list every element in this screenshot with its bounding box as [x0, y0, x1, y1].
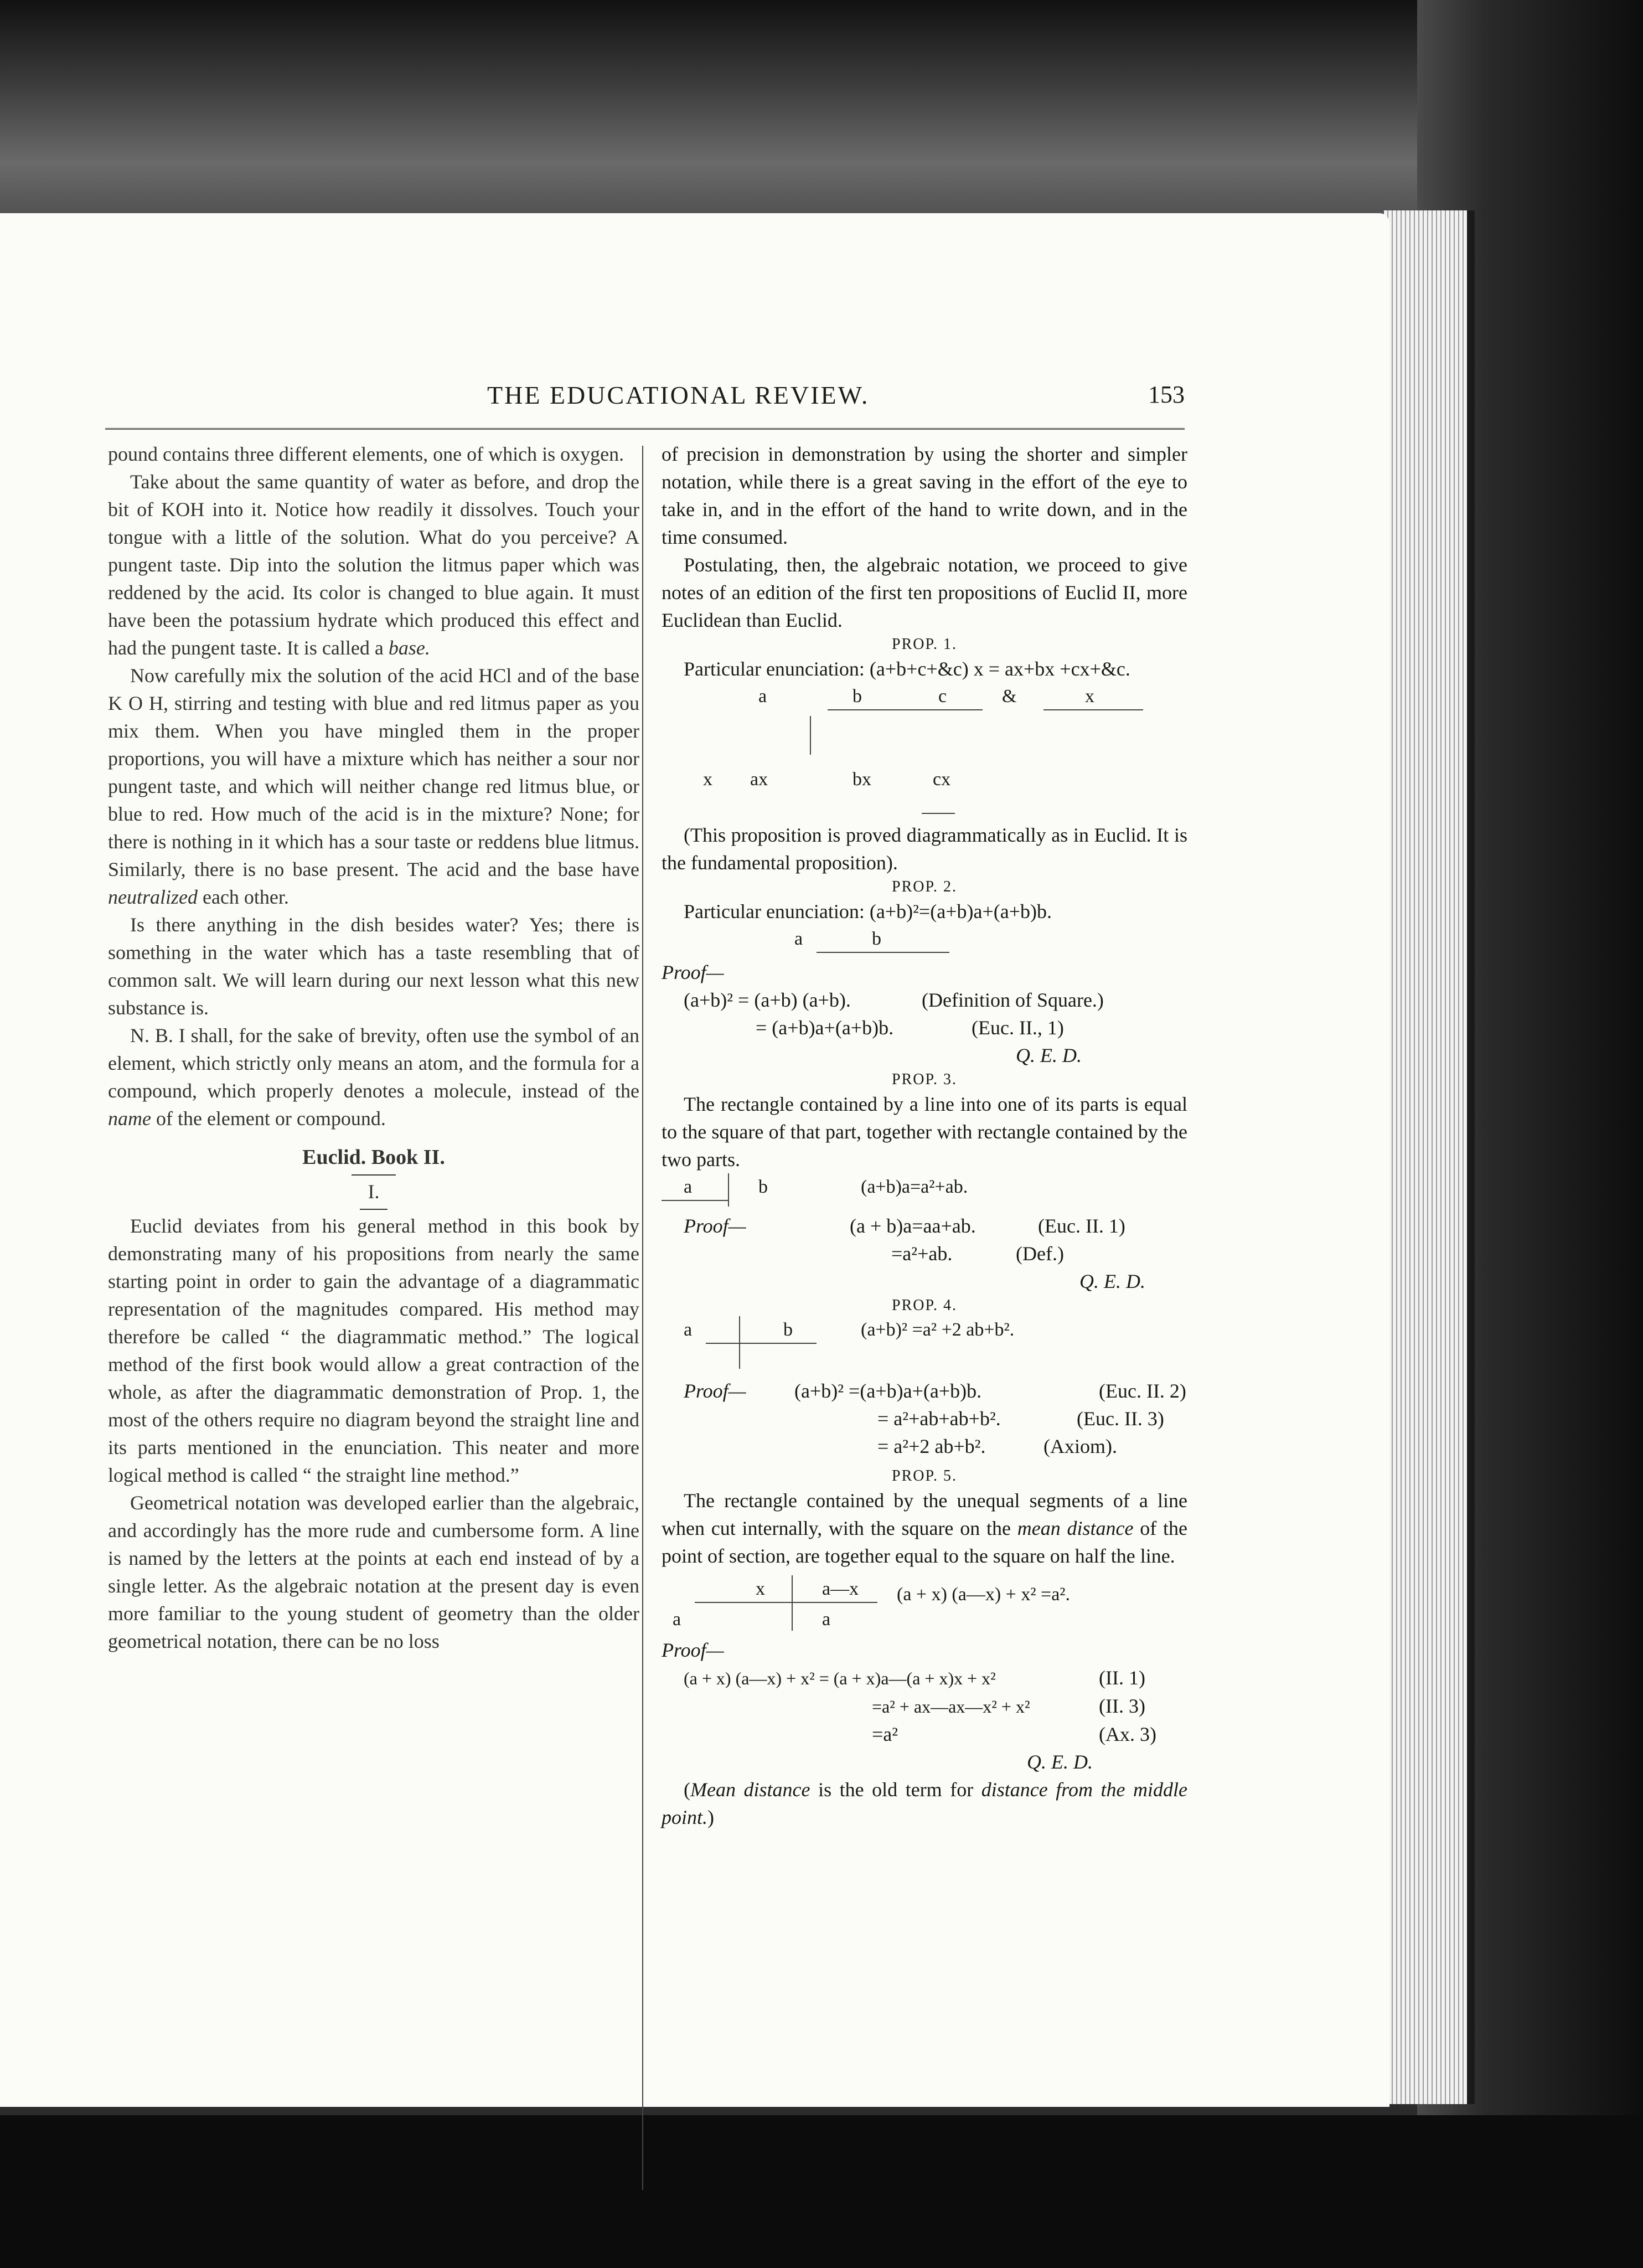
paragraph: [108, 662, 639, 911]
diagram-label: x: [1085, 686, 1094, 707]
paragraph-text: is the old term for: [818, 1779, 974, 1801]
left-column: [108, 440, 639, 1655]
diagram-label: a: [758, 686, 767, 707]
proof-line: [662, 1212, 1187, 1240]
diagram-label: a: [684, 1177, 693, 1197]
diagram-line: [728, 1173, 729, 1207]
proof-step: =a²: [872, 1723, 898, 1745]
diagram-label: a: [684, 1319, 693, 1340]
proof-label: [662, 1636, 1187, 1664]
prop4-diagram: [662, 1316, 1187, 1377]
proof-line: [662, 1014, 1187, 1042]
emphasis: distance from the middle point.: [662, 1779, 1188, 1828]
emphasis: Mean distance: [690, 1779, 810, 1801]
proof-line: [662, 1664, 1187, 1692]
proof-step: (a+b)² =(a+b)a+(a+b)b.: [794, 1380, 982, 1402]
proof-lines: [662, 986, 1187, 1069]
paragraph: Is there anything in the dish besides water? Yes; there is something in the water which has a taste resembling that of common salt. We will learn during our next lesson what this new substance is.: [108, 914, 639, 1019]
diagram-label: &: [1002, 686, 1017, 707]
proposition-equation: (a+b)a=a²+ab.: [861, 1177, 968, 1197]
proposition-equation: (a+b)² =a² +2 ab+b².: [861, 1319, 1015, 1340]
paragraph-text: of the element or compound.: [156, 1107, 386, 1130]
proof-label-text: Proof—: [684, 1380, 746, 1402]
proof-reason: (Def.): [1016, 1243, 1064, 1265]
paragraph: Geometrical notation was developed earlier than the algebraic, and accordingly has the more rude and cumbersome form. A line is named by the letters at the points at each end instead of by a single letter. As the algebraic notation at the present day is even more familiar to the young student of geometry than the older geometrical notation, there can be no loss: [108, 1492, 639, 1652]
diagram-label: b: [872, 929, 881, 949]
proof-step: = (a+b)a+(a+b)b.: [756, 1017, 894, 1039]
emphasis: mean distance: [1017, 1517, 1134, 1539]
divider: [352, 1174, 396, 1176]
proof-line: [662, 986, 1187, 1014]
paragraph: Postulating, then, the algebraic notation, we proceed to give notes of an edition of the first ten propositions of Euclid II, more Euclidean than Euclid.: [662, 554, 1187, 631]
diagram-line: [662, 1200, 728, 1201]
paragraph: [108, 1022, 639, 1132]
proof-reason: (Euc. II., 1): [972, 1017, 1064, 1039]
proof-step: (a + b)a=aa+ab.: [850, 1215, 976, 1237]
book-page-edges: [1384, 210, 1475, 2104]
proof-line: [662, 1748, 1187, 1776]
proof-line: [662, 1377, 1187, 1405]
proof-lines: [662, 1212, 1187, 1295]
paragraph-text: Now carefully mix the solution of the acid HCl and of the base K O H, stirring and testing with blue and red litmus paper as you mix them. When you have mingled them in the proper proportions, you will have a mixture which has neither a sour nor pungent taste, and which will neither change red litmus blue, or blue to red. How much of the acid is in the mixture? None; for there is nothing in it which has a sour taste or reddens blue litmus. Similarly, there is no base present. The acid and the base have: [108, 664, 639, 880]
proposition-title: PROP. 2.: [892, 878, 957, 895]
proof-step: = a²+2 ab+b².: [877, 1435, 986, 1457]
paragraph-text: The rectangle contained by the unequal segments of a line when cut internally, with the square on the: [662, 1489, 1187, 1539]
journal-page: [0, 213, 1389, 2107]
diagram-label: b: [783, 1319, 793, 1340]
emphasis: name: [108, 1107, 151, 1130]
proof-label: [662, 958, 1187, 986]
qed: Q. E. D.: [1016, 1044, 1082, 1066]
journal-title: THE EDUCATIONAL REVIEW.: [487, 381, 870, 409]
prop3-diagram: [662, 1173, 1187, 1212]
diagram-line: [810, 716, 811, 755]
column-rule: [642, 446, 643, 2190]
paragraph: pound contains three different elements, one of which is oxygen.: [108, 443, 624, 465]
emphasis: base.: [388, 637, 430, 659]
proof-line: [662, 1405, 1187, 1432]
diagram-line: [706, 1343, 817, 1344]
paragraph-text: Take about the same quantity of water as before, and drop the bit of KOH into it. Notice how readily it dissolves. Touch your tongue with a little of the solution. What do you perceive? A pungent taste. Dip into the solution the litmus paper which was reddened by the acid. Its color is changed to blue again. It must have been the potassium hydrate which produced this effect and had the pungent taste. It is called a: [108, 471, 639, 659]
diagram-label: ax: [750, 769, 768, 790]
proof-line: [662, 1432, 1187, 1460]
diagram-label: bx: [852, 769, 871, 790]
proof-step: =a²+ab.: [891, 1243, 953, 1265]
diagram-label: b: [852, 686, 862, 707]
proof-line: [662, 1692, 1187, 1720]
proposition-statement: [662, 1487, 1187, 1570]
prop1-diagram: [662, 683, 1187, 821]
proposition-note: (Mean distance is the old term for distance from the middle point.): [662, 1779, 1188, 1828]
proof-line: [662, 1720, 1187, 1748]
diagram-label: a—x: [822, 1579, 859, 1599]
diagram-label: a: [794, 929, 803, 949]
diagram-line: [1043, 709, 1143, 710]
proof-reason: (II. 1): [1099, 1667, 1145, 1689]
page-number: 153: [1148, 381, 1185, 408]
proof-line: [662, 1042, 1187, 1069]
proof-reason: (Axiom).: [1043, 1435, 1117, 1457]
proposition-statement: The rectangle contained by a line into one of its parts is equal to the square of that part, together with rectangle contained by the two parts.: [662, 1093, 1187, 1171]
proof-lines: [662, 1377, 1187, 1460]
proof-reason: (II. 3): [1099, 1695, 1145, 1717]
paragraph-text: N. B. I shall, for the sake of brevity, often use the symbol of an element, which strictly only means an atom, and the formula for a compound, which properly denotes a molecule, instead of the: [108, 1024, 639, 1102]
diagram-line: [828, 709, 983, 710]
diagram-line: [922, 813, 955, 814]
prop2-diagram: [662, 925, 1187, 958]
proposition-title: PROP. 1.: [892, 636, 957, 653]
header-rule: [105, 428, 1185, 430]
proposition-note: (This proposition is proved diagrammatically as in Euclid. It is the fundamental proposition).: [662, 824, 1187, 874]
proof-step: (a+b)² = (a+b) (a+b).: [684, 989, 851, 1011]
diagram-label: a: [673, 1609, 681, 1630]
diagram-label: x: [703, 769, 712, 790]
paragraph-text: of the point of section, are together equal to the square on half the line.: [662, 1517, 1187, 1567]
proof-step: =a² + ax—ax—x² + x²: [872, 1697, 1030, 1717]
divider: [360, 1209, 388, 1210]
right-column: [662, 440, 1187, 1831]
diagram-label: x: [756, 1579, 765, 1599]
diagram-label: a: [822, 1609, 831, 1630]
qed: Q. E. D.: [1027, 1751, 1093, 1773]
prop5-diagram: [662, 1575, 1187, 1636]
proposition-title: PROP. 3.: [892, 1071, 957, 1088]
section-number: I.: [368, 1181, 380, 1203]
proof-reason: (Euc. II. 1): [1038, 1215, 1125, 1237]
proof-lines: [662, 1664, 1187, 1776]
diagram-line: [817, 952, 949, 953]
proof-reason: (Euc. II. 3): [1077, 1408, 1164, 1430]
emphasis: neutralized: [108, 886, 198, 908]
proof-line: [662, 1240, 1187, 1267]
proof-step: (a + x) (a—x) + x² = (a + x)a—(a + x)x + x²: [684, 1668, 996, 1688]
paragraph: of precision in demonstration by using the shorter and simpler notation, while there is a great saving in the effort of the eye to take in, and in the effort of the hand to write down, and in the time consumed.: [662, 443, 1187, 548]
proposition-title: PROP. 5.: [892, 1467, 957, 1484]
qed: Q. E. D.: [1079, 1270, 1145, 1292]
proof-line: [662, 1267, 1187, 1295]
diagram-label: cx: [933, 769, 951, 790]
section-heading: Euclid. Book II.: [302, 1146, 445, 1169]
scan-background-bottom: [0, 2115, 1643, 2268]
proof-reason: (Definition of Square.): [922, 989, 1104, 1011]
scan-background-top: [0, 0, 1643, 233]
running-header: [105, 380, 1185, 430]
enunciation: Particular enunciation: (a+b+c+&c) x = ax+bx +cx+&c.: [684, 658, 1130, 680]
proof-label-text: Proof—: [662, 1639, 724, 1661]
proof-reason: (Euc. II. 2): [1099, 1380, 1186, 1402]
proposition-equation: (a + x) (a—x) + x² =a².: [897, 1584, 1070, 1605]
diagram-line: [695, 1602, 877, 1603]
diagram-line: [792, 1575, 793, 1631]
diagram-label: b: [758, 1177, 768, 1197]
paragraph-text: each other.: [202, 886, 289, 908]
proof-reason: (Ax. 3): [1099, 1723, 1156, 1745]
proof-step: = a²+ab+ab+b².: [877, 1408, 1001, 1430]
proposition-title: PROP. 4.: [892, 1297, 957, 1314]
diagram-label: c: [938, 686, 947, 707]
proof-label-text: Proof—: [684, 1215, 746, 1237]
proof-label-text: Proof—: [662, 961, 724, 983]
enunciation: Particular enunciation: (a+b)²=(a+b)a+(a+b)b.: [684, 900, 1052, 922]
paragraph: [108, 468, 639, 662]
paragraph: Euclid deviates from his general method in this book by demonstrating many of his propositions from nearly the same starting point in order to gain the advantage of a diagrammatic representation of the magnitudes compared. His method may therefore be called “ the diagrammatic method.” The logical method of the first book would allow a great contraction of the whole, as after the diagrammatic demonstration of Prop. 1, the most of the others require no diagram beyond the straight line and its parts mentioned in the enunciation. This neater and more logical method is called “ the straight line method.”: [108, 1215, 639, 1486]
